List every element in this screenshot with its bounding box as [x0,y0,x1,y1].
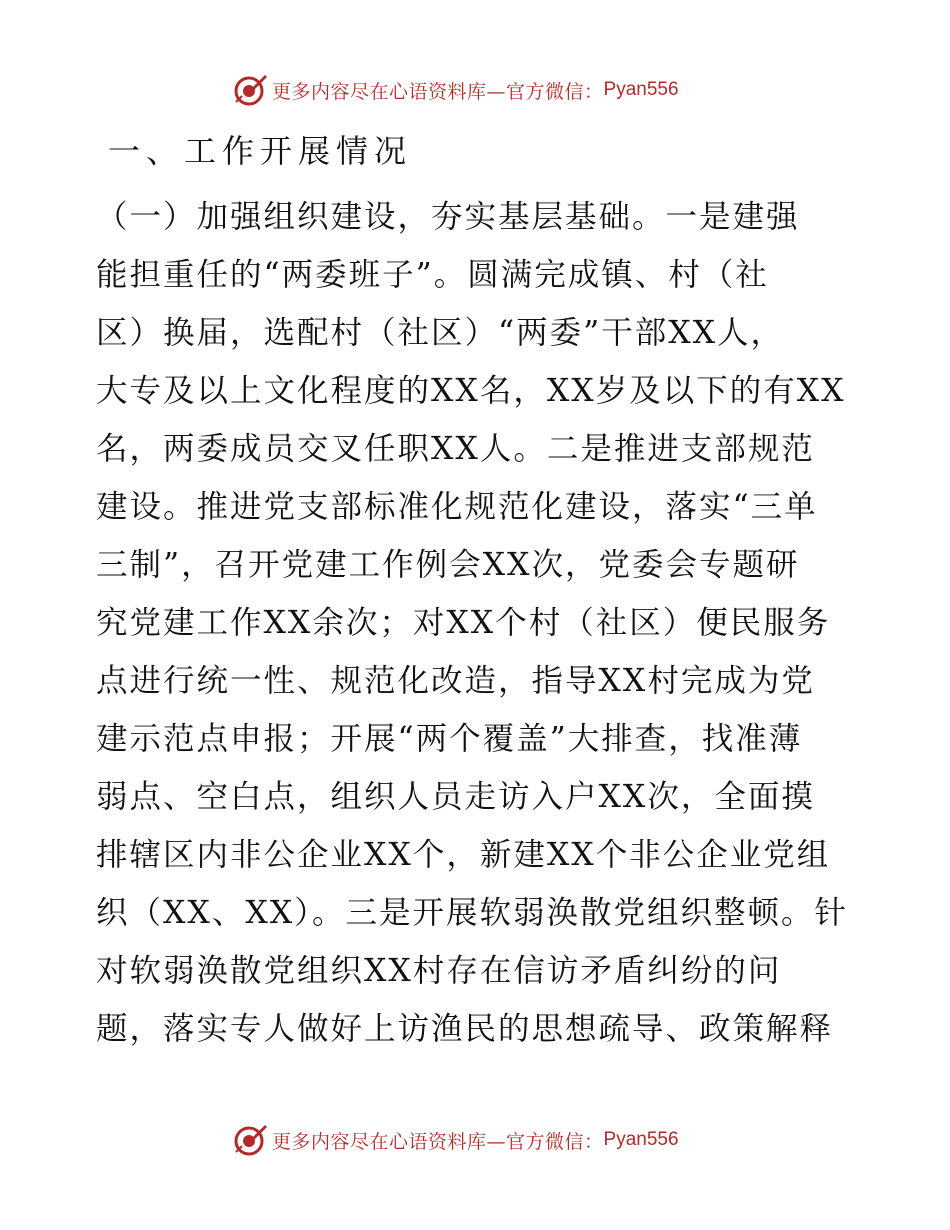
text-line: 题，落实专人做好上访渔民的思想疏导、政策解释 [96,1011,834,1047]
text-line: 弱点、空白点，组织人员走访入户XX次，全面摸 [96,779,815,815]
watermark-handle: Pyan556 [603,79,679,100]
text-line: 区）换届，选配村（社区）“两委”干部XX人， [96,315,785,351]
pen-logo-icon [232,72,268,108]
text-line: 能担重任的“两委班子”。圆满完成镇、村（社 [96,257,769,293]
watermark-handle: Pyan556 [603,1129,679,1150]
text-line: 究党建工作XX余次；对XX个村（社区）便民服务 [96,605,831,641]
text-line: 名，两委成员交叉任职XX人。二是推进支部规范 [96,431,815,467]
body-paragraph [96,188,856,1058]
watermark-text: 更多内容尽在心语资料库—官方微信： [272,1130,604,1153]
text-line: 大专及以上文化程度的XX名，XX岁及以下的有XX [96,373,846,409]
watermark-text: 更多内容尽在心语资料库—官方微信： [272,80,604,103]
text-line: 建示范点申报；开展“两个覆盖”大排查，找准薄 [96,721,803,757]
text-line: 三制”，召开党建工作例会XX次，党委会专题研 [96,547,800,583]
text-line: 建设。推进党支部标准化规范化建设，落实“三单 [96,489,818,525]
section-heading: 一、工作开展情况 [108,132,413,170]
text-line: 点进行统一性、规范化改造，指导XX村完成为党 [96,663,815,699]
header-watermark [232,70,679,110]
footer-watermark [232,1120,679,1160]
text-line: 排辖区内非公企业XX个，新建XX个非公企业党组 [96,837,831,873]
text-line: 织（XX、XX）。三是开展软弱涣散党组织整顿。针 [96,895,848,931]
text-line: 对软弱涣散党组织XX村存在信访矛盾纠纷的问 [96,953,782,989]
text-line: （一）加强组织建设，夯实基层基础。一是建强 [96,199,800,235]
pen-logo-icon [232,1122,268,1158]
